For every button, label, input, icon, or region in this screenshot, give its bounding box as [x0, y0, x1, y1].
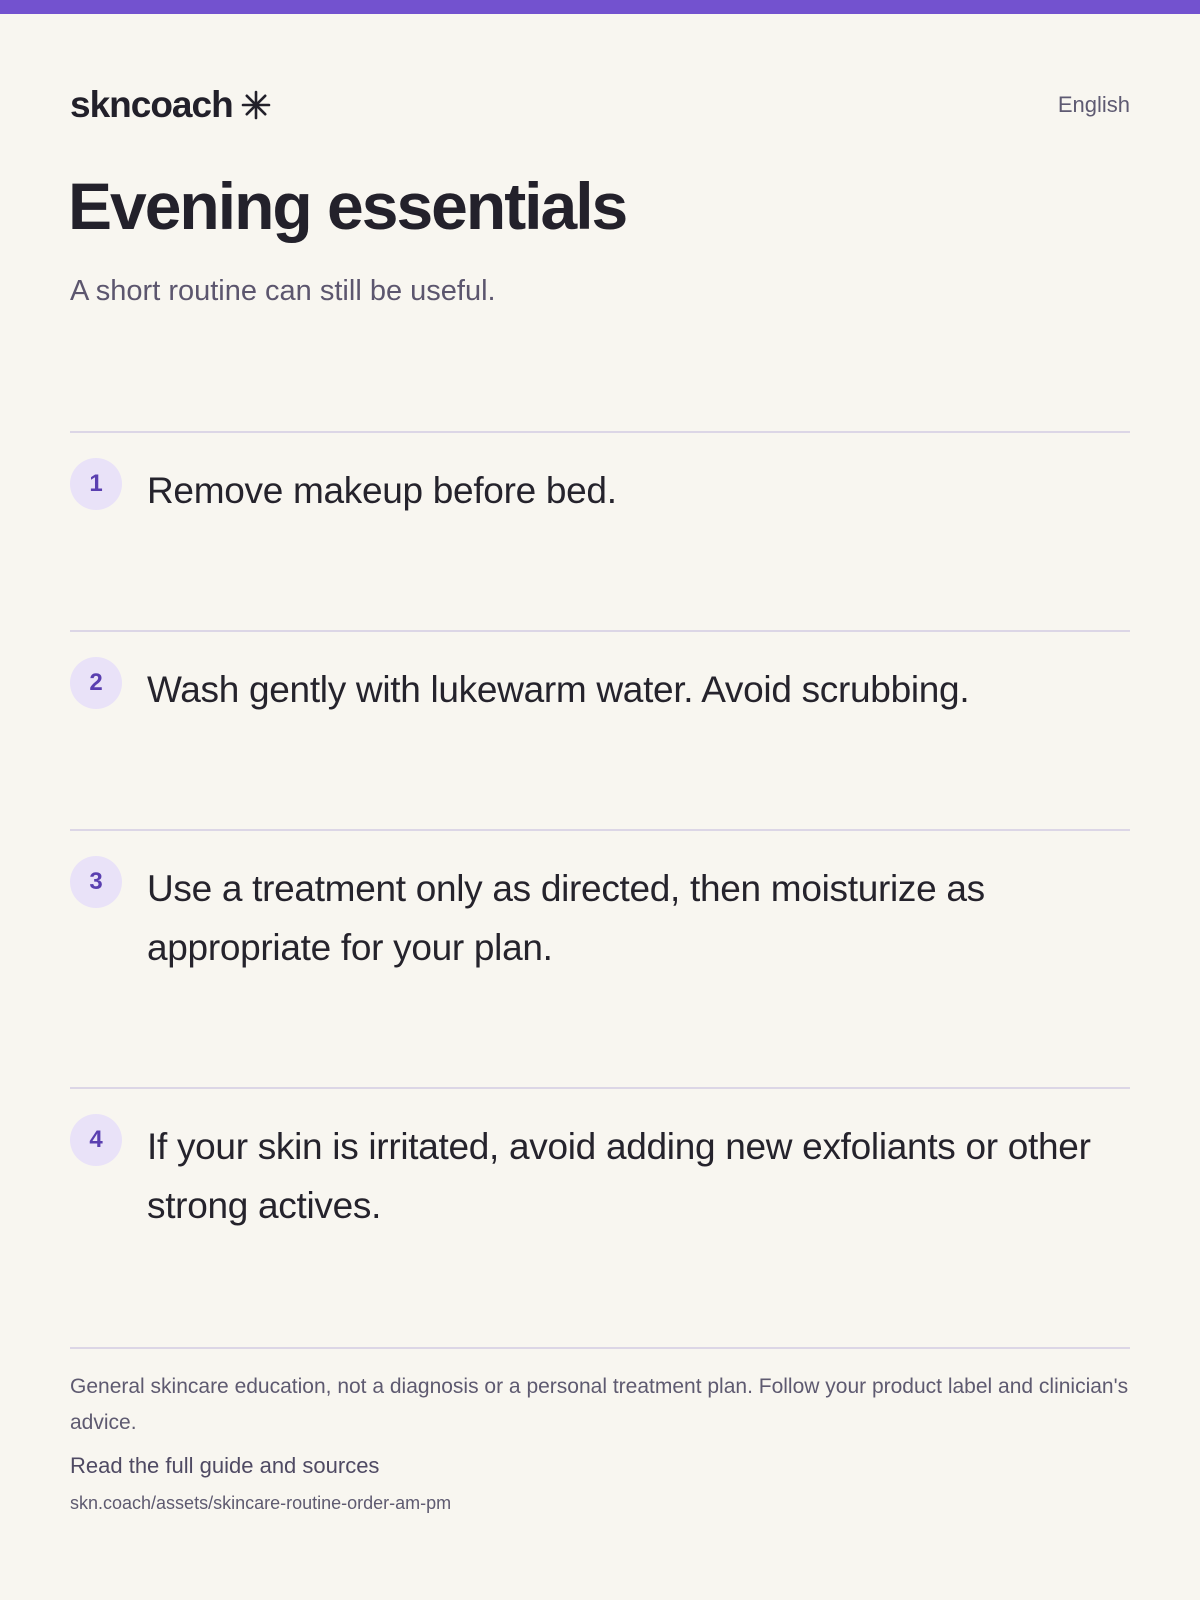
- site-header: [70, 84, 1130, 134]
- step-text: Wash gently with lukewarm water. Avoid scrubbing.: [147, 669, 970, 710]
- step-item: [70, 630, 1130, 829]
- page-footer: [70, 1347, 1130, 1515]
- brand-name: skncoach: [70, 84, 233, 125]
- accent-top-bar: [0, 0, 1200, 14]
- page-title: Evening essentials: [68, 169, 627, 243]
- step-number-badge: 3: [70, 856, 122, 908]
- step-item: [70, 431, 1130, 630]
- page-subtitle: A short routine can still be useful.: [70, 275, 496, 307]
- asterisk-icon: [241, 90, 271, 120]
- step-text: Remove makeup before bed.: [147, 470, 617, 511]
- disclaimer-text: General skincare education, not a diagnosis or a personal treatment plan. Follow your product label and clinician's advice.: [70, 1375, 1129, 1434]
- step-number-badge: 1: [70, 458, 122, 510]
- step-number-badge: 4: [70, 1114, 122, 1166]
- step-item: [70, 829, 1130, 1087]
- full-guide-link[interactable]: Read the full guide and sources: [70, 1453, 380, 1478]
- step-number-badge: 2: [70, 657, 122, 709]
- brand-logo[interactable]: [70, 86, 271, 123]
- language-selector[interactable]: English: [1057, 92, 1130, 117]
- source-url-text: skn.coach/assets/skincare-routine-order-am-pm: [70, 1492, 452, 1513]
- step-item: [70, 1087, 1130, 1347]
- steps-list: [70, 431, 1130, 1347]
- step-text: Use a treatment only as directed, then moisturize as appropriate for your plan.: [147, 868, 985, 968]
- step-text: If your skin is irritated, avoid adding new exfoliants or other strong actives.: [147, 1126, 1091, 1226]
